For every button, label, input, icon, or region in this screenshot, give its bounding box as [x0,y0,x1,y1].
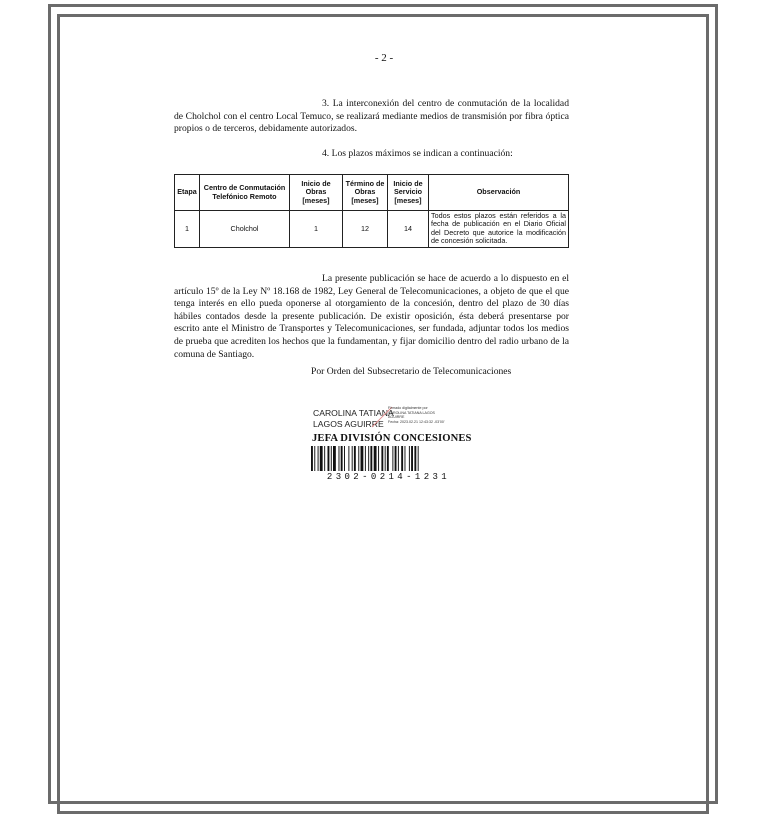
header-etapa: Etapa [175,175,200,211]
header-centro: Centro de Conmutación Telefónico Remoto [200,175,290,211]
paragraph-publication: La presente publicación se hace de acuerdo a lo dispuesto en el artículo 15º de la Ley Nº 18.168 de 1982, Ley General de Telecomunicaciones, a objeto de que el que tenga interés en ello pueda oponerse al otorgamiento de la concesión, dentro del plazo de 30 días hábiles contados desde la presente publicación. De existir oposición, ésta deberá presentarse por escrito ante el Ministro de Transportes y Telecomunicaciones, ser fundada, adjuntar todos los medios de prueba que acrediten los hechos que la fundamentan, y fijar domicilio dentro del radio urbano de la comuna de Santiago. [174,273,569,360]
barcode-number: 2302-0214-1231 [326,472,451,482]
signature-detail-line2: CAROLINA TATIANA LAGOS [388,410,435,415]
header-inicio-obras: Inicio de Obras [meses] [290,175,343,211]
page-number: - 2 - [374,52,394,64]
cell-etapa: 1 [175,211,200,248]
barcode [311,446,466,471]
paragraph-4: 4. Los plazos máximos se indican a continuación: [322,148,513,159]
cell-inicio-obras: 1 [290,211,343,248]
table-row [175,211,569,248]
paragraph-3: 3. La interconexión del centro de conmutación de la localidad de Cholchol con el centro Local Temuco, se realizará mediante medios de transmisión por fibra óptica propios o de terceros, debidamente autorizados. [174,98,569,135]
signature-title: JEFA DIVISIÓN CONCESIONES [312,433,472,444]
plazos-table [174,174,569,248]
cell-centro: Cholchol [200,211,290,248]
header-inicio-servicio: Inicio de Servicio [meses] [388,175,429,211]
signature-detail-line4: Fecha: 2023.02.21 12:43:32 -03'00' [388,419,445,424]
header-observacion: Observación [429,175,569,211]
signature-name-line1: CAROLINA TATIANA [313,408,394,418]
cell-inicio-servicio: 14 [388,211,429,248]
cell-termino-obras: 12 [343,211,388,248]
signature-detail [388,406,470,424]
signature-detail-line1: Firmado digitalmente por [388,406,428,410]
header-termino-obras: Término de Obras [meses] [343,175,388,211]
signature-detail-line3: AGUIRRE [388,415,405,420]
cell-observacion: Todos estos plazos están referidos a la fecha de publicación en el Diario Oficial del Decreto que autorice la modificación de concesión solicitada. [429,211,569,248]
table-header-row [175,175,569,211]
signature-name-line2: LAGOS AGUIRRE [313,419,384,429]
por-orden-line: Por Orden del Subsecretario de Telecomunicaciones [311,366,512,377]
